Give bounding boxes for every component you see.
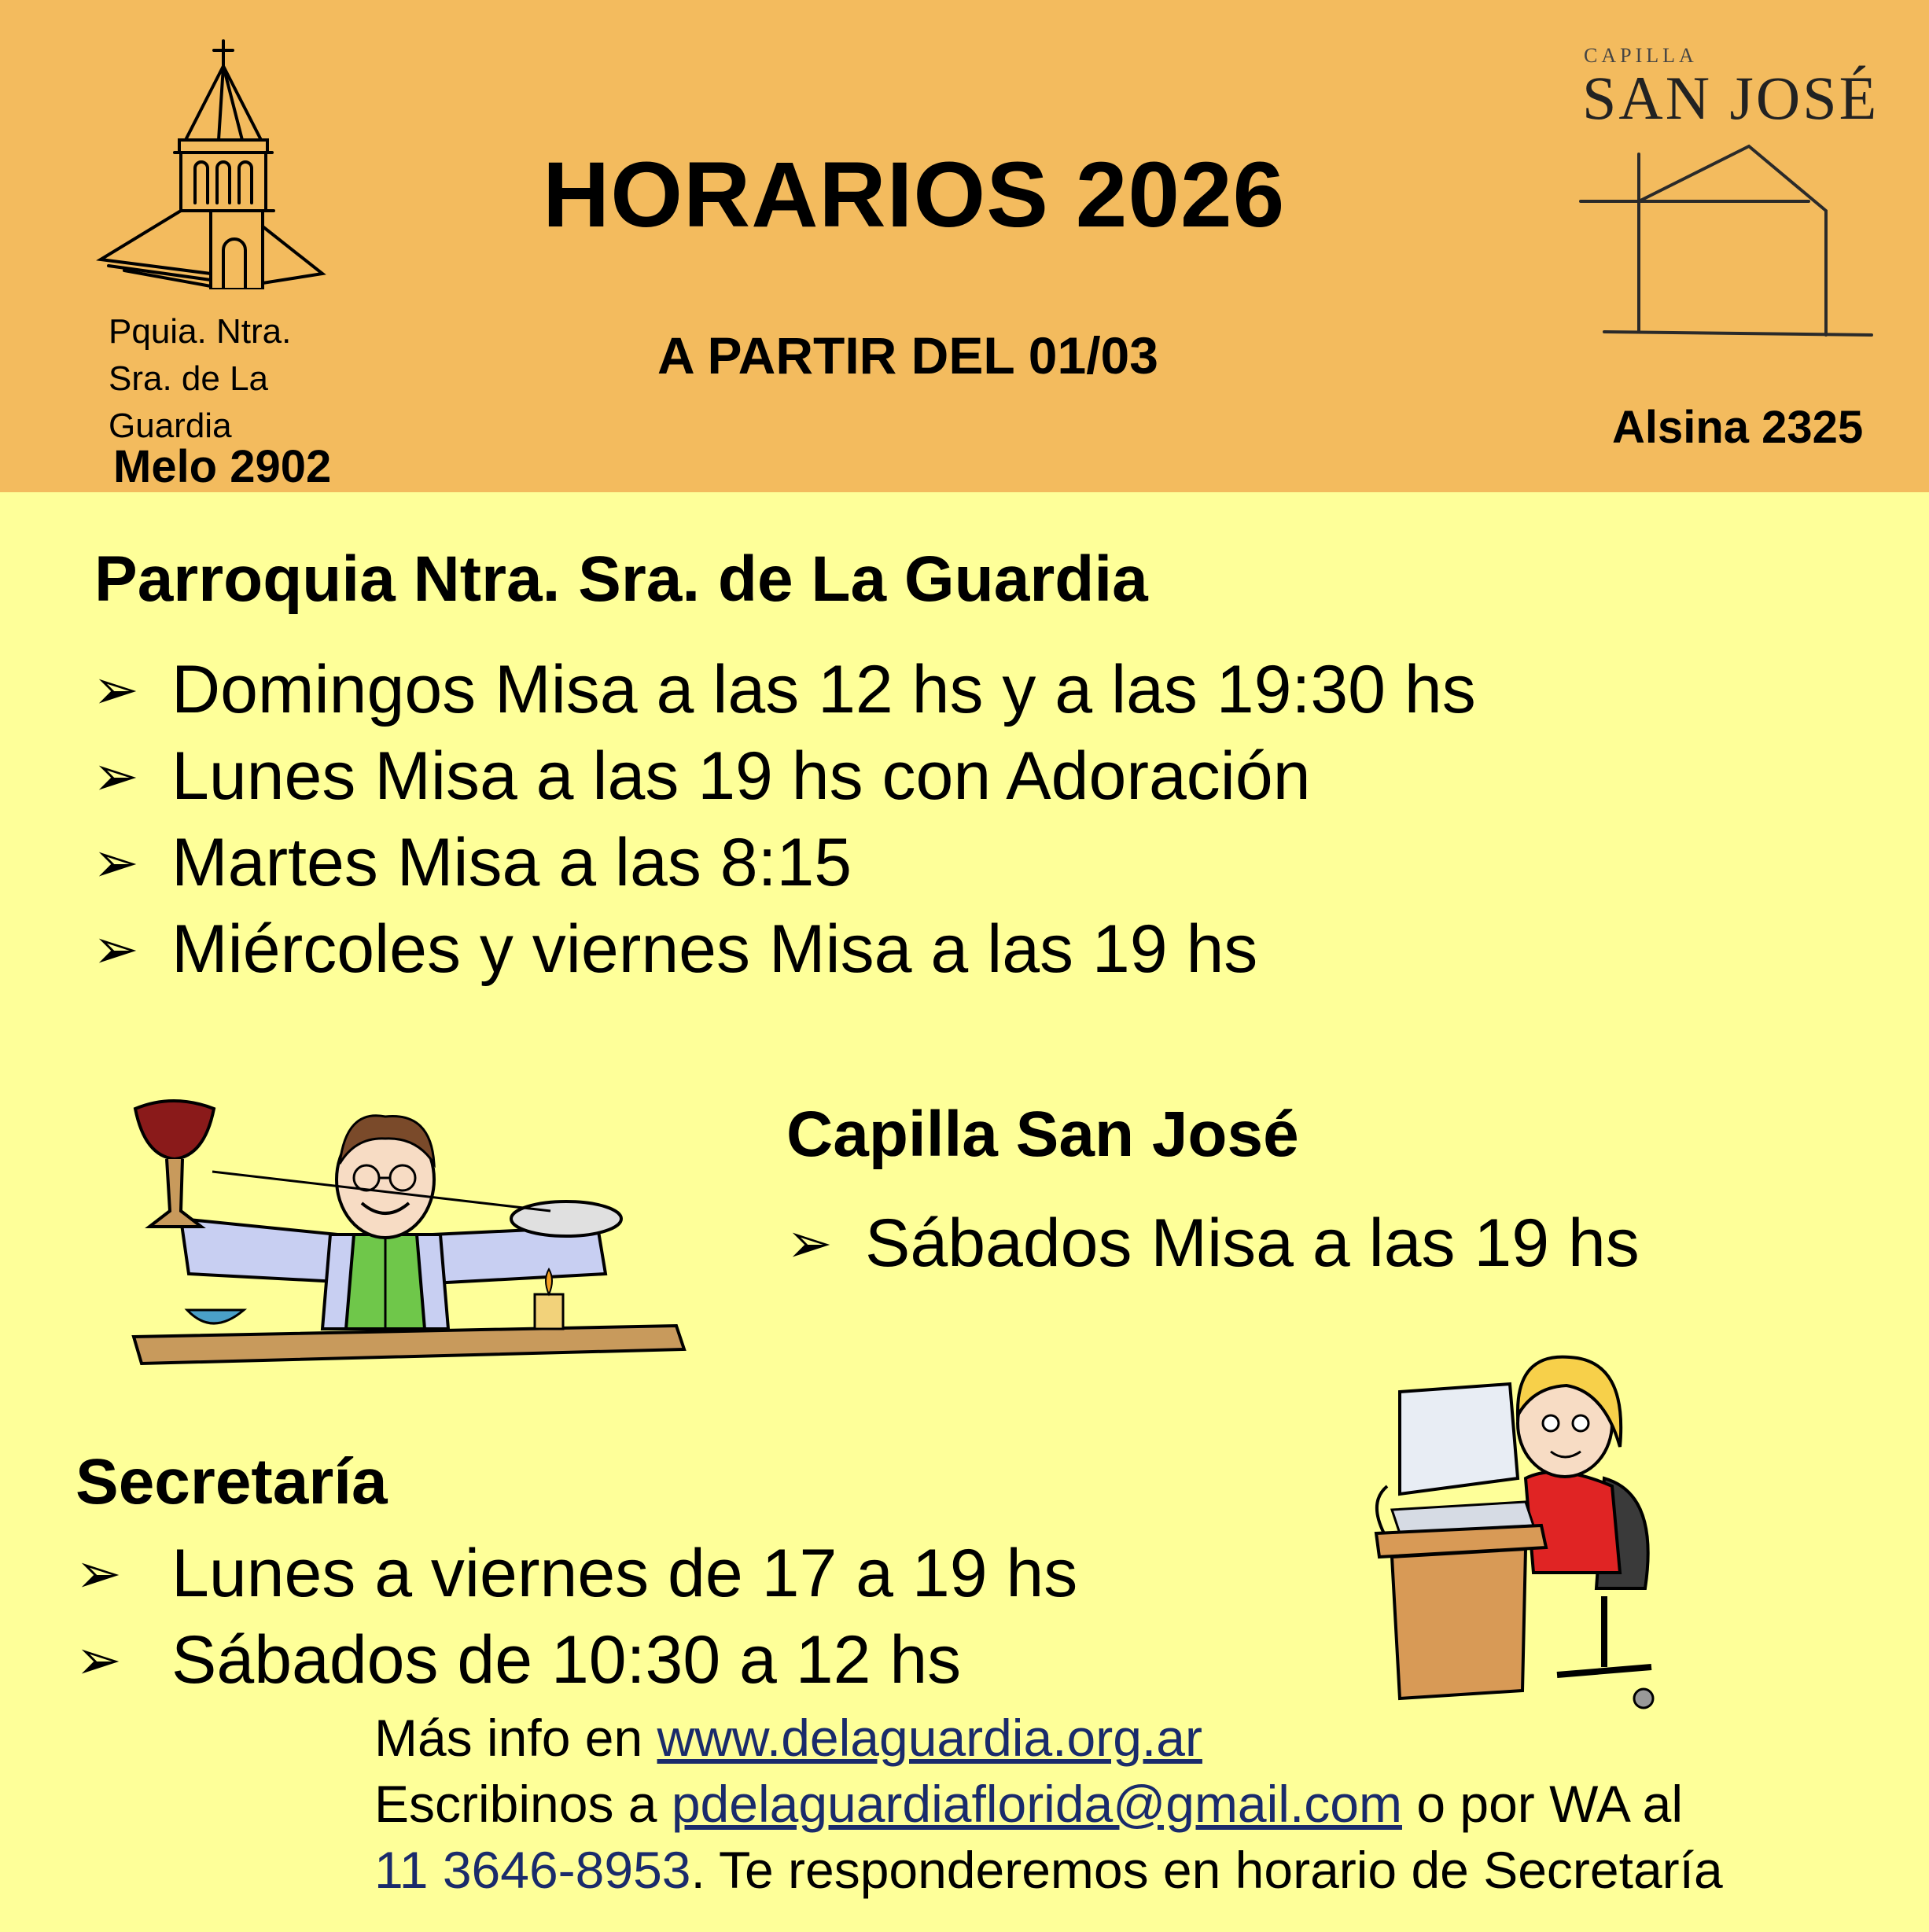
church-logo-icon [93,38,329,289]
arrow-bullet-icon: ➢ [786,1211,833,1275]
secretary-schedule-list [75,1530,1077,1703]
arrow-bullet-icon: ➢ [93,830,139,895]
list-item: ➢ Miércoles y viernes Misa a las 19 hs [93,911,1258,987]
info-line-website: Más info en www.delaguardia.org.ar [374,1709,1202,1767]
chapel-logo-small-text: CAPILLA [1584,44,1698,67]
parish-section-title: Parroquia Ntra. Sra. de La Guardia [94,543,1148,615]
chapel-address: Alsina 2325 [1612,402,1864,453]
website-link[interactable]: www.delaguardia.org.ar [657,1709,1202,1767]
arrow-bullet-icon: ➢ [93,917,139,981]
page-title: HORARIOS 2026 [543,143,1286,247]
page-subtitle: A PARTIR DEL 01/03 [657,326,1158,385]
phone-number[interactable]: 11 3646-8953 [374,1841,691,1899]
info-line-email: Escribinos a pdelaguardiaflorida@gmail.com o por WA al [374,1775,1684,1833]
list-item: ➢ Sábados Misa a las 19 hs [786,1205,1640,1281]
arrow-bullet-icon: ➢ [93,744,139,808]
chapel-logo-big-text: SAN JOSÉ [1582,64,1879,132]
list-item: ➢ Sábados de 10:30 a 12 hs [75,1621,962,1698]
email-link[interactable]: pdelaguardiaflorida@gmail.com [671,1775,1402,1833]
parish-address: Melo 2902 [113,441,332,492]
chapel-section-title: Capilla San José [786,1098,1299,1170]
chapel-schedule-list [786,1200,1640,1286]
contact-info [374,1705,1723,1903]
chapel-house-cross-icon [1573,138,1879,343]
list-item: ➢ Lunes a viernes de 17 a 19 hs [75,1535,1078,1611]
arrow-bullet-icon: ➢ [75,1628,122,1692]
arrow-bullet-icon: ➢ [75,1541,122,1606]
parish-schedule-list [93,646,1476,992]
parish-logo-caption: Pquia. Ntra. Sra. de La Guardia [109,312,292,445]
secretary-section-title: Secretaría [75,1446,388,1518]
arrow-bullet-icon: ➢ [93,657,139,722]
list-item: ➢ Domingos Misa a las 12 hs y a las 19:30 hs [93,651,1476,727]
list-item: ➢ Martes Misa a las 8:15 [93,824,852,900]
info-line-phone: 11 3646-8953. Te responderemos en horario de Secretaría [374,1841,1723,1899]
list-item: ➢ Lunes Misa a las 19 hs con Adoración [93,738,1311,814]
priest-illustration [126,1077,692,1376]
secretary-illustration [1368,1337,1667,1714]
